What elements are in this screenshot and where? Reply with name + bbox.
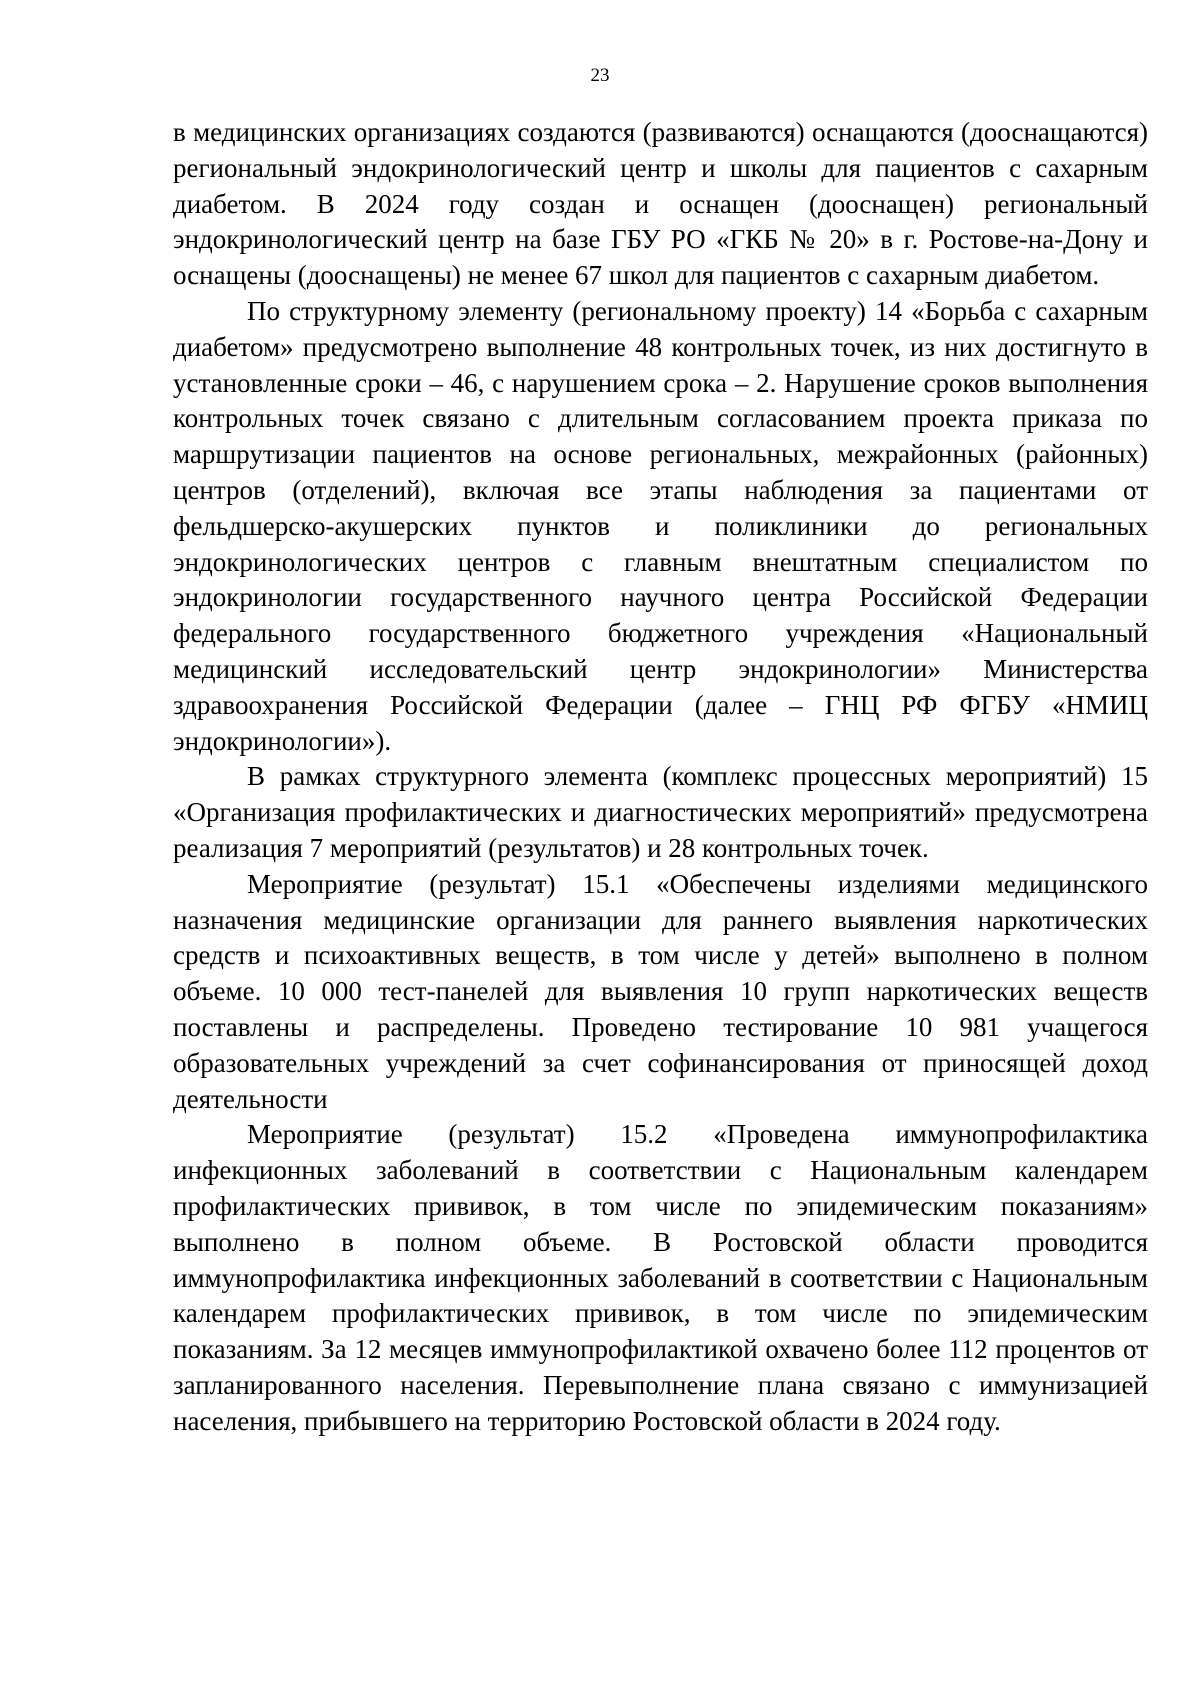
paragraph-2: По структурному элементу (региональному проекту) 14 «Борьба с сахарным диабетом» предусмотрено выполнение 48 контрольных точек, из них достигнуто в установленные сроки – 46, с нарушением срока – 2. Нарушение сроков выполнения контрольных точек связано с длительным согласованием проекта приказа по маршрутизации пациентов на основе региональных, межрайонных (районных) центров (отделений), включая все этапы наблюдения за пациентами от фельдшерско-акушерских пунктов и поликлиники до региональных эндокринологических центров с главным внештатным специалистом по эндокринологии государственного научного центра Российской Федерации федерального государственного бюджетного учреждения «Национальный медицинский исследовательский центр эндокринологии» Министерства здравоохранения Российской Федерации (далее – ГНЦ РФ ФГБУ «НМИЦ эндокринологии»). [173,295,1148,756]
paragraph-3: В рамках структурного элемента (комплекс процессных мероприятий) 15 «Организация профилактических и диагностических мероприятий» предусмотрена реализация 7 мероприятий (результатов) и 28 контрольных точек. [173,761,1148,863]
paragraph-4: Мероприятие (результат) 15.1 «Обеспечены изделиями медицинского назначения медицинские организации для раннего выявления наркотических средств и психоактивных веществ, в том числе у детей» выполнено в полном объеме. 10 000 тест-панелей для выявления 10 групп наркотических веществ поставлены и распределены. Проведено тестирование 10 981 учащегося образовательных учреждений за счет софинансирования от приносящей доход деятельности [173,868,1148,1114]
page-number: 23 [590,65,610,86]
paragraph-5: Мероприятие (результат) 15.2 «Проведена иммунопрофилактика инфекционных заболеваний в соответствии с Национальным календарем профилактических прививок, в том числе по эпидемическим показаниям» выполнено в полном объеме. В Ростовской области проводится иммунопрофилактика инфекционных заболеваний в соответствии с Национальным календарем профилактических прививок, в том числе по эпидемическим показаниям. За 12 месяцев иммунопрофилактикой охвачено более 112 процентов от запланированного населения. Перевыполнение плана связано с иммунизацией населения, прибывшего на территорию Ростовской области в 2024 году. [173,1119,1148,1436]
paragraph-1: в медицинских организациях создаются (развиваются) оснащаются (дооснащаются) региональный эндокринологический центр и школы для пациентов с сахарным диабетом. В 2024 году создан и оснащен (дооснащен) региональный эндокринологический центр на базе ГБУ РО «ГКБ № 20» в г. Ростове-на-Дону и оснащены (дооснащены) не менее 67 школ для пациентов с сахарным диабетом. [173,117,1148,291]
document-body [173,115,1148,1439]
